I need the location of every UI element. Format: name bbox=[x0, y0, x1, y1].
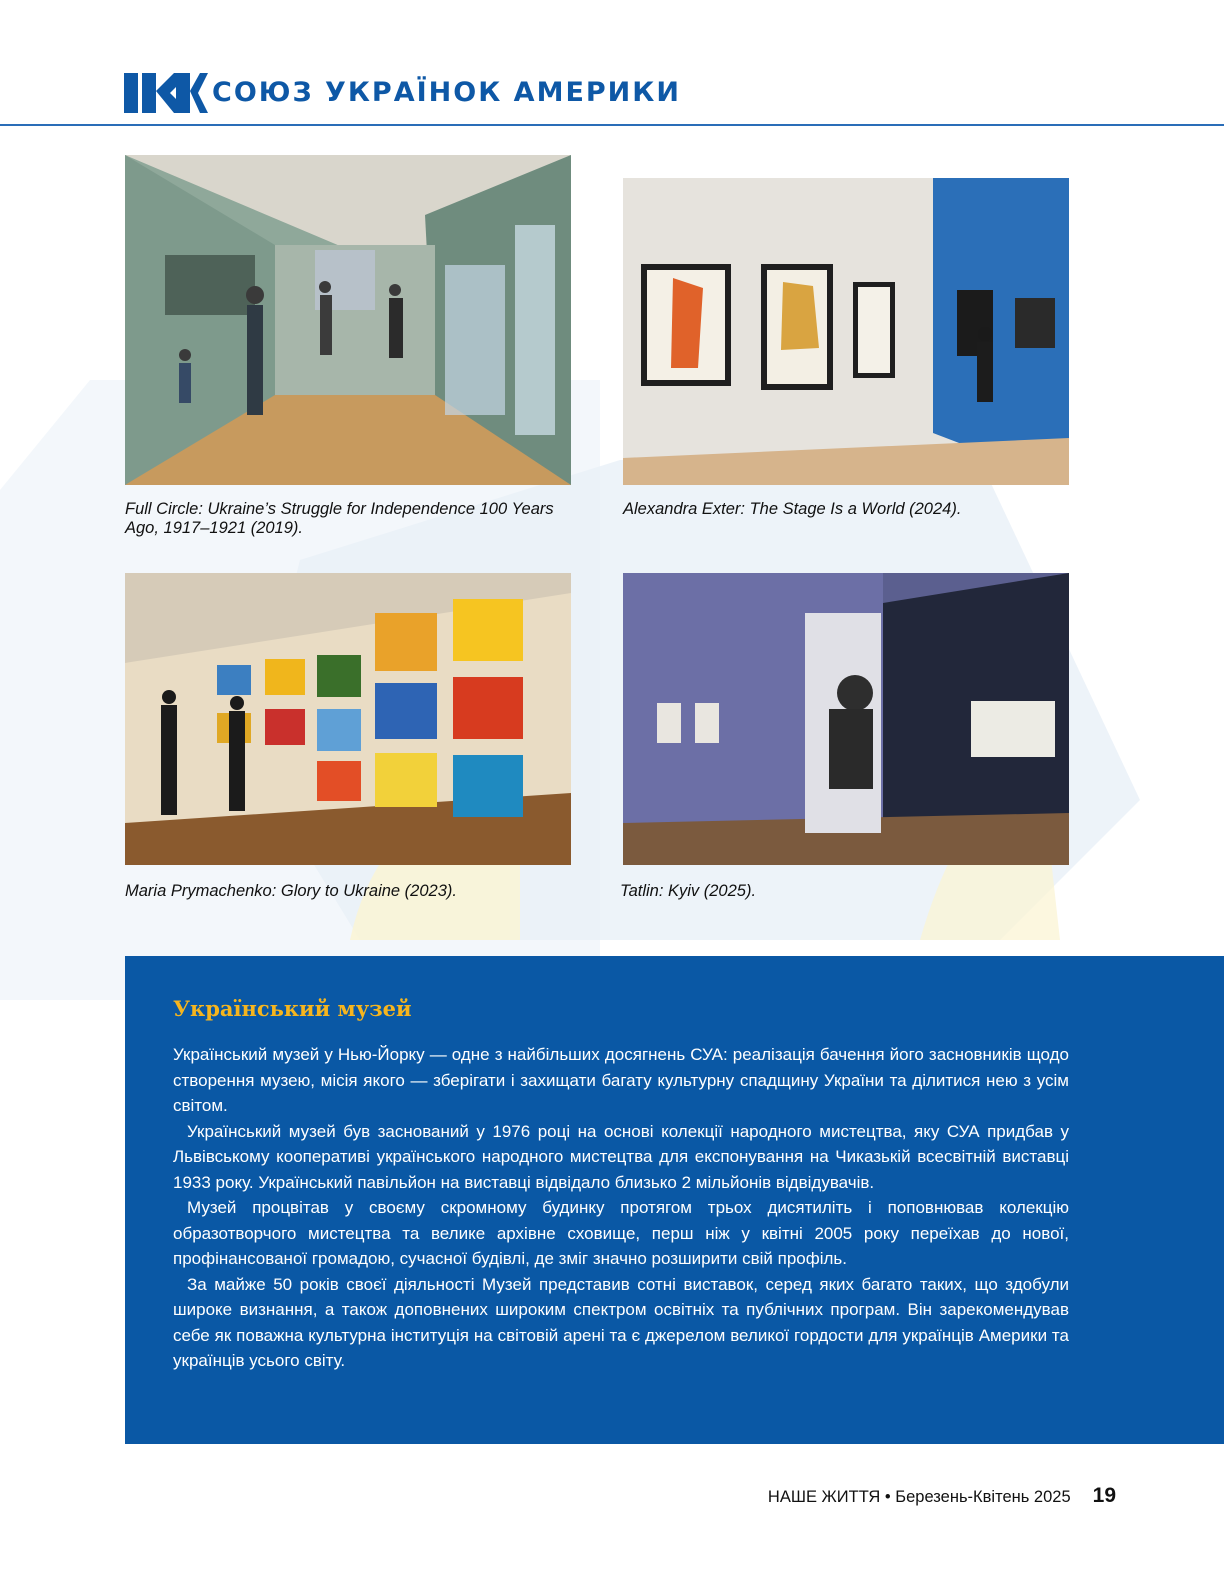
info-paragraph: За майже 50 років своєї діяльності Музей представив сотні виставок, серед яких багато таких, що здобули широке визнання, а також доповнених широким спектром освітніх та публічних програм. Він зарекомендував себе як поважна культурна інституція на світовій арені та є джерелом великої гордости для українців Америки та українців усього світу. bbox=[173, 1274, 1069, 1370]
info-box-title: Український музей bbox=[173, 996, 412, 1021]
masthead bbox=[124, 68, 681, 116]
publication-issue: НАШЕ ЖИТТЯ • Березень-Квітень 2025 bbox=[767, 1488, 1071, 1506]
org-title: СОЮЗ УКРАЇНОК АМЕРИКИ bbox=[212, 76, 681, 108]
info-box-body bbox=[173, 1042, 1069, 1374]
caption-maria-prymachenko: Maria Prymachenko: Glory to Ukraine (2023). bbox=[125, 882, 457, 900]
info-paragraph: Музей процвітав у своєму скромному будинку протягом трьох дисятиліть і поповнював колекцію образотворчого мистецтва та велике архівне сховище, перш ніж у квітні 2005 року переїхав до нової, профінансованої громадою, сучасної будівлі, де зміг значно розширити свій профіль. bbox=[173, 1198, 1069, 1268]
photo-maria-prymachenko bbox=[125, 573, 571, 865]
caption-full-circle: Full Circle: Ukraine’s Struggle for Independence 100 Years Ago, 1917–1921 (2019). bbox=[125, 500, 554, 537]
page-footer bbox=[768, 1484, 1116, 1508]
photo-alexandra-exter bbox=[623, 178, 1069, 485]
header-divider bbox=[0, 124, 1224, 126]
ukrainian-museum-info-box bbox=[125, 956, 1224, 1444]
caption-alexandra-exter: Alexandra Exter: The Stage Is a World (2024). bbox=[623, 500, 962, 518]
photo-full-circle bbox=[125, 155, 571, 485]
info-paragraph: Український музей був заснований у 1976 році на основі колекції народного мистецтва, яку СУА придбав у Львівському кооперативі українського народного мистецтва для експонування на Чиказькій всесвітній виставці 1933 року. Український павільйон на виставці відвідало близько 2 мільйонів відвідувачів. bbox=[173, 1121, 1069, 1192]
page-number: 19 bbox=[1092, 1484, 1116, 1507]
caption-tatlin-kyiv: Tatlin: Kyiv (2025). bbox=[620, 882, 757, 900]
unwla-logo bbox=[124, 69, 208, 115]
photo-tatlin-kyiv bbox=[623, 573, 1069, 865]
info-paragraph: Український музей у Нью-Йорку — одне з найбільших досягнень СУА: реалізація бачення його засновників щодо створення музею, місія якого — зберігати і захищати багату культурну спадщину України та ділитися нею з усім світом. bbox=[173, 1045, 1069, 1115]
